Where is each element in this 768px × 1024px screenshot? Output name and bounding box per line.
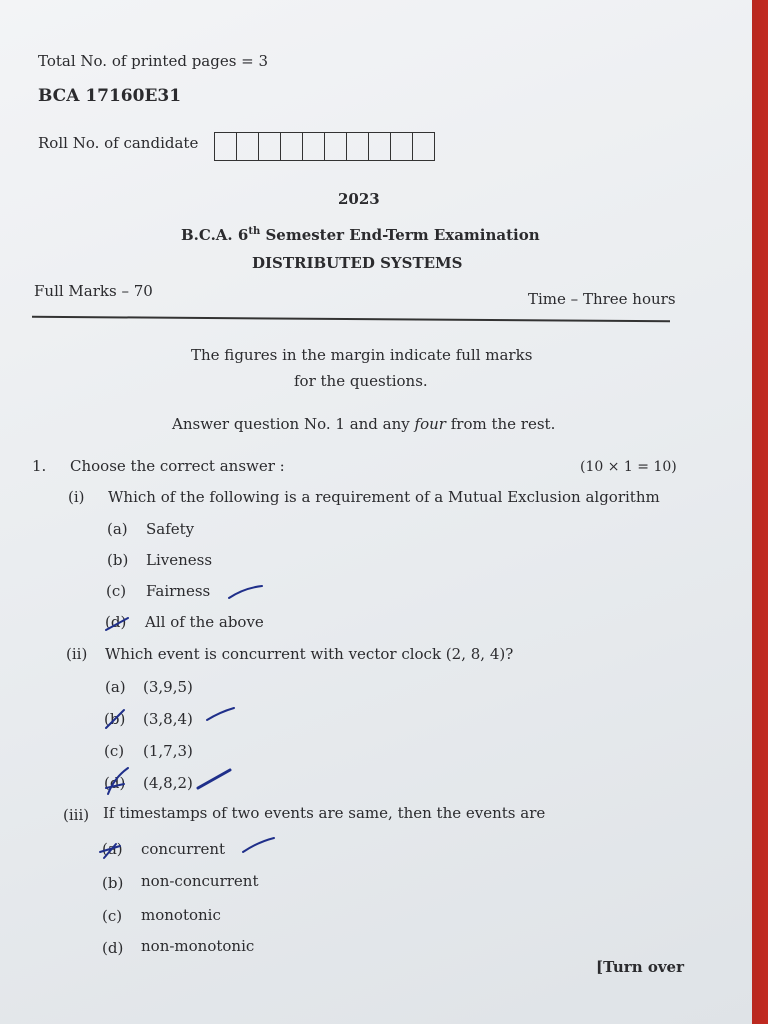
option-text: (3,9,5) bbox=[143, 678, 193, 696]
option-text: monotonic bbox=[141, 906, 221, 924]
option-text: (1,7,3) bbox=[143, 742, 193, 760]
part-label: (i) bbox=[68, 488, 85, 506]
option-label: (d) bbox=[105, 613, 127, 631]
option-text: All of the above bbox=[145, 613, 264, 631]
option-label: (d) bbox=[102, 939, 124, 957]
part-label: (ii) bbox=[66, 645, 88, 663]
pen-strike-mark bbox=[100, 764, 134, 800]
printed-pages: Total No. of printed pages = 3 bbox=[38, 52, 269, 70]
instruction-line-2: for the questions. bbox=[294, 372, 428, 390]
question-number: 1. bbox=[32, 457, 47, 475]
option-text: concurrent bbox=[141, 840, 226, 858]
option-label: (c) bbox=[104, 742, 125, 760]
full-marks: Full Marks – 70 bbox=[34, 282, 153, 300]
header-divider bbox=[32, 316, 670, 322]
part-question: If timestamps of two events are same, then the events are bbox=[103, 804, 546, 822]
question-marks: (10 × 1 = 10) bbox=[580, 459, 677, 475]
option-text: non-concurrent bbox=[141, 872, 259, 890]
option-label: (a) bbox=[107, 520, 128, 538]
roll-number-boxes bbox=[214, 132, 435, 161]
option-label: (a) bbox=[105, 678, 126, 696]
option-label: (d) bbox=[104, 774, 126, 792]
answer-instruction: Answer question No. 1 and any four from the rest. bbox=[172, 415, 556, 433]
option-label: (b) bbox=[107, 551, 129, 569]
turn-over-note: [Turn over bbox=[596, 958, 684, 976]
option-text: (3,8,4) bbox=[143, 710, 193, 728]
pen-strike-mark bbox=[100, 706, 130, 732]
option-label: (b) bbox=[102, 874, 124, 892]
part-question: Which of the following is a requirement of a Mutual Exclusion algorithm bbox=[108, 488, 660, 506]
option-text: (4,8,2) bbox=[143, 774, 193, 792]
pen-tick-mark bbox=[204, 704, 238, 726]
instruction-line-1: The figures in the margin indicate full marks bbox=[191, 346, 533, 364]
pen-tick-mark bbox=[194, 766, 234, 792]
option-text: non-monotonic bbox=[141, 937, 255, 955]
option-label: (c) bbox=[102, 907, 123, 925]
exam-title: B.C.A. 6th Semester End-Term Examination bbox=[181, 226, 540, 244]
option-text: Safety bbox=[146, 520, 195, 538]
question-text: Choose the correct answer : bbox=[70, 457, 285, 475]
time-allowed: Time – Three hours bbox=[528, 290, 676, 308]
pen-tick-mark bbox=[240, 836, 280, 856]
exam-year: 2023 bbox=[338, 190, 380, 208]
pen-tick-mark bbox=[226, 584, 266, 604]
pen-strike-mark bbox=[96, 838, 126, 862]
option-text: Liveness bbox=[146, 551, 213, 569]
part-question: Which event is concurrent with vector clock (2, 8, 4)? bbox=[105, 645, 514, 663]
pen-strike-mark bbox=[102, 612, 132, 634]
roll-label: Roll No. of candidate bbox=[38, 134, 199, 152]
part-label: (iii) bbox=[63, 806, 90, 824]
paper-code: BCA 17160E31 bbox=[38, 86, 182, 106]
subject-title: DISTRIBUTED SYSTEMS bbox=[252, 254, 463, 272]
option-label: (b) bbox=[104, 710, 126, 728]
option-label: (a) bbox=[102, 840, 123, 858]
option-text: Fairness bbox=[146, 582, 211, 600]
option-label: (c) bbox=[106, 582, 127, 600]
